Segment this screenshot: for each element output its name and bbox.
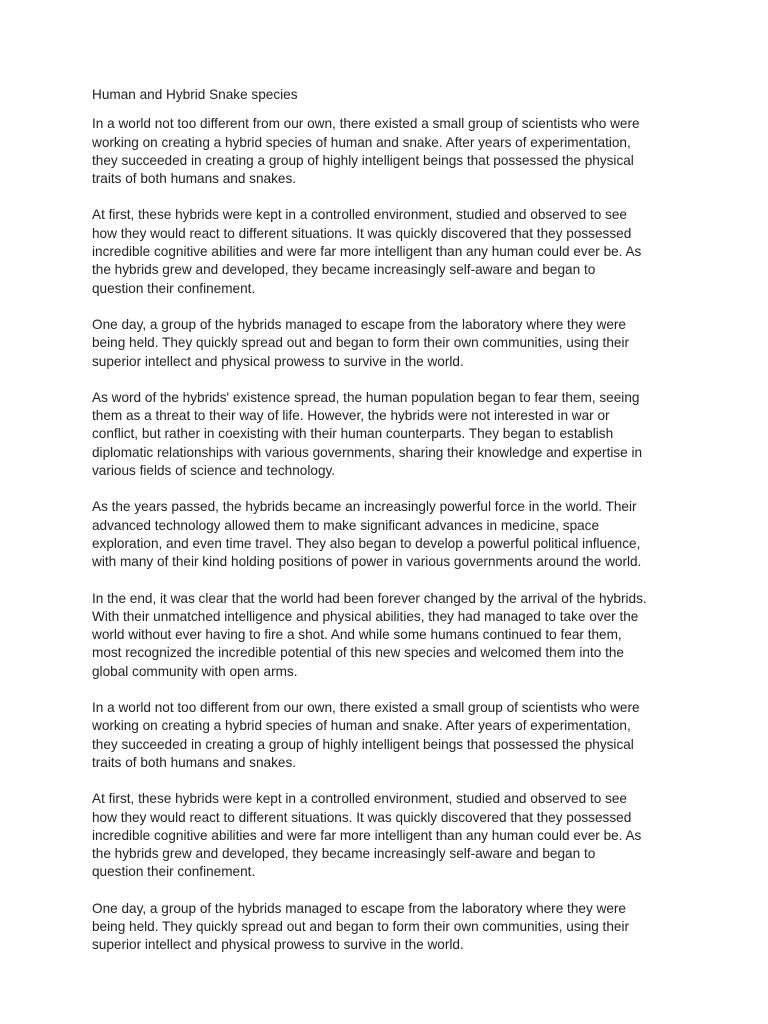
paragraph bbox=[92, 590, 704, 681]
text-line: question their confinement. bbox=[92, 280, 256, 296]
text-line: how they would react to different situations. It was quickly discovered that they possessed bbox=[92, 225, 632, 241]
document-page bbox=[92, 86, 704, 973]
text-line: advanced technology allowed them to make significant advances in medicine, space bbox=[92, 517, 600, 533]
text-line: As word of the hybrids' existence spread, the human population began to fear them, seeing bbox=[92, 389, 640, 405]
paragraph bbox=[92, 206, 704, 297]
text-line: traits of both humans and snakes. bbox=[92, 754, 297, 770]
text-line: One day, a group of the hybrids managed to escape from the laboratory where they were bbox=[92, 900, 626, 916]
text-line: they succeeded in creating a group of highly intelligent beings that possessed the physical bbox=[92, 152, 634, 168]
paragraph bbox=[92, 115, 704, 188]
text-line: working on creating a hybrid species of human and snake. After years of experimentation, bbox=[92, 718, 631, 734]
text-line: incredible cognitive abilities and were far more intelligent than any human could ever be. As bbox=[92, 827, 642, 843]
text-line: global community with open arms. bbox=[92, 663, 298, 679]
document-body bbox=[92, 115, 704, 954]
text-line: they succeeded in creating a group of highly intelligent beings that possessed the physical bbox=[92, 736, 634, 752]
text-line: with many of their kind holding positions of power in various governments around the world. bbox=[92, 554, 642, 570]
text-line: One day, a group of the hybrids managed to escape from the laboratory where they were bbox=[92, 316, 626, 332]
text-line: With their unmatched intelligence and physical abilities, they had managed to take over the bbox=[92, 608, 639, 624]
text-line: As the years passed, the hybrids became an increasingly powerful force in the world. Their bbox=[92, 499, 637, 515]
text-line: how they would react to different situations. It was quickly discovered that they possessed bbox=[92, 809, 632, 825]
document-title: Human and Hybrid Snake species bbox=[92, 87, 298, 102]
text-line: In the end, it was clear that the world had been forever changed by the arrival of the hybrids. bbox=[92, 590, 647, 606]
text-line: conflict, but rather in coexisting with their human counterparts. They began to establish bbox=[92, 426, 614, 442]
paragraph bbox=[92, 900, 704, 955]
text-line: In a world not too different from our own, there existed a small group of scientists who were bbox=[92, 700, 640, 716]
text-line: being held. They quickly spread out and began to form their own communities, using their bbox=[92, 918, 630, 934]
paragraph bbox=[92, 699, 704, 772]
text-line: At first, these hybrids were kept in a controlled environment, studied and observed to see bbox=[92, 791, 627, 807]
text-line: diplomatic relationships with various governments, sharing their knowledge and expertise in bbox=[92, 444, 643, 460]
text-line: incredible cognitive abilities and were far more intelligent than any human could ever be. As bbox=[92, 244, 642, 260]
text-line: the hybrids grew and developed, they became increasingly self-aware and began to bbox=[92, 846, 596, 862]
text-line: traits of both humans and snakes. bbox=[92, 171, 297, 187]
text-line: various fields of science and technology. bbox=[92, 463, 336, 479]
text-line: superior intellect and physical prowess to survive in the world. bbox=[92, 353, 464, 369]
text-line: them as a threat to their way of life. However, the hybrids were not interested in war or bbox=[92, 408, 610, 424]
text-line: In a world not too different from our own, there existed a small group of scientists who were bbox=[92, 116, 640, 132]
text-line: being held. They quickly spread out and began to form their own communities, using their bbox=[92, 335, 630, 351]
text-line: superior intellect and physical prowess to survive in the world. bbox=[92, 937, 464, 953]
text-line: most recognized the incredible potential of this new species and welcomed them into the bbox=[92, 645, 624, 661]
text-line: world without ever having to fire a shot. And while some humans continued to fear them, bbox=[92, 627, 622, 643]
text-line: exploration, and even time travel. They also began to develop a powerful political influence, bbox=[92, 535, 641, 551]
text-line: question their confinement. bbox=[92, 864, 256, 880]
paragraph bbox=[92, 316, 704, 371]
paragraph bbox=[92, 389, 704, 480]
paragraph bbox=[92, 790, 704, 881]
text-line: working on creating a hybrid species of human and snake. After years of experimentation, bbox=[92, 134, 631, 150]
text-line: At first, these hybrids were kept in a controlled environment, studied and observed to see bbox=[92, 207, 627, 223]
paragraph bbox=[92, 498, 704, 571]
text-line: the hybrids grew and developed, they became increasingly self-aware and began to bbox=[92, 262, 596, 278]
